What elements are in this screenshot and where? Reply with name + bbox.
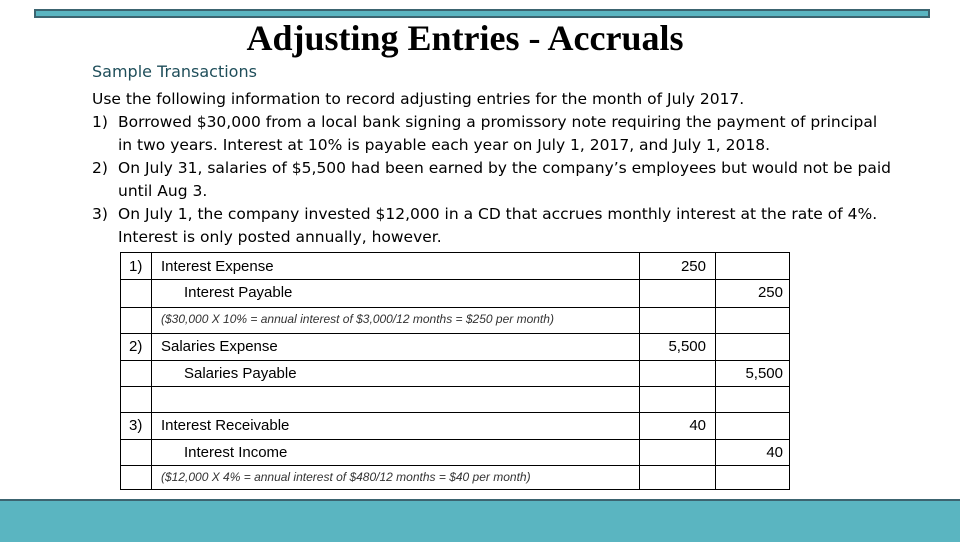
transaction-list bbox=[92, 111, 892, 249]
row-divider bbox=[121, 439, 789, 440]
row-divider bbox=[121, 412, 789, 413]
debit-account: Interest Receivable bbox=[161, 417, 290, 434]
credit-amount: 250 bbox=[757, 284, 783, 301]
slide-subtitle: Sample Transactions bbox=[92, 62, 257, 81]
slide-title: Adjusting Entries - Accruals bbox=[246, 18, 684, 58]
list-item: 2) On July 31, salaries of $5,500 had been earned by the company’s employees but would not be paid until Aug 3. bbox=[92, 159, 891, 200]
intro-text bbox=[92, 88, 892, 249]
row-divider bbox=[121, 360, 789, 361]
col-divider bbox=[639, 253, 640, 489]
debit-amount: 40 bbox=[689, 417, 706, 434]
credit-amount: 40 bbox=[766, 444, 783, 461]
entry-number: 2) bbox=[129, 338, 143, 355]
credit-account: Salaries Payable bbox=[184, 365, 297, 382]
journal-table bbox=[120, 252, 790, 490]
entry-number: 3) bbox=[129, 417, 143, 434]
entry-note: ($12,000 X 4% = annual interest of $480/12 months = $40 per month) bbox=[161, 470, 531, 484]
list-item: 3) On July 1, the company invested $12,000 in a CD that accrues monthly interest at the rate of 4%. Interest is only posted annually, however. bbox=[92, 205, 878, 246]
debit-amount: 5,500 bbox=[668, 338, 706, 355]
row-divider bbox=[121, 386, 789, 387]
list-item: 1) Borrowed $30,000 from a local bank signing a promissory note requiring the payment of principal in two years. Interest at 10% is payable each year on July 1, 2017, and July 1, 2018. bbox=[92, 113, 878, 154]
debit-account: Interest Expense bbox=[161, 258, 274, 275]
row-divider bbox=[121, 333, 789, 334]
debit-account: Salaries Expense bbox=[161, 338, 278, 355]
debit-amount: 250 bbox=[680, 258, 706, 275]
entry-note: ($30,000 X 10% = annual interest of $3,000/12 months = $250 per month) bbox=[161, 312, 554, 326]
entry-number: 1) bbox=[129, 258, 143, 275]
col-divider bbox=[151, 253, 152, 489]
row-divider bbox=[121, 465, 789, 466]
row-divider bbox=[121, 307, 789, 308]
intro-lead: Use the following information to record adjusting entries for the month of July 2017. bbox=[92, 90, 745, 108]
row-divider bbox=[121, 279, 789, 280]
credit-account: Interest Income bbox=[184, 444, 288, 461]
bottom-accent-bar bbox=[0, 499, 960, 542]
credit-account: Interest Payable bbox=[184, 284, 293, 301]
credit-amount: 5,500 bbox=[745, 365, 783, 382]
